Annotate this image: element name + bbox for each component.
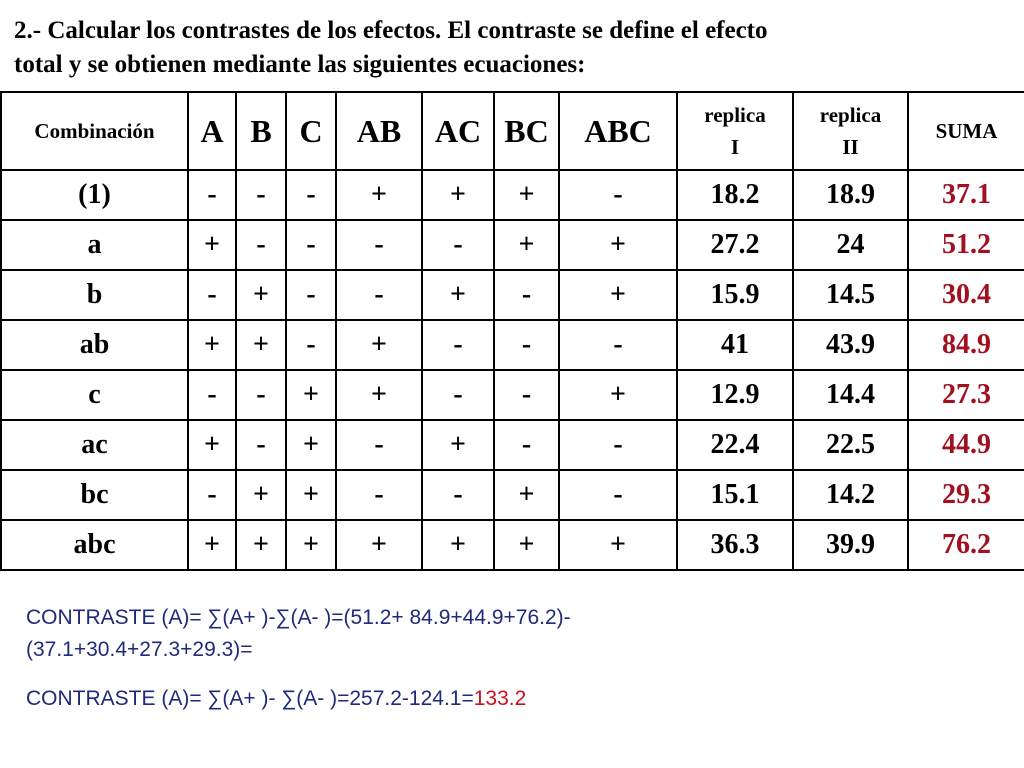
cell-suma: 51.2 [908,220,1024,270]
cell-ac: - [422,470,494,520]
table-row [1,270,1024,320]
cell-suma: 37.1 [908,170,1024,220]
cell-ab: + [336,520,422,570]
cell-a: - [188,270,236,320]
header-replica-1 [677,92,793,170]
cell-suma: 27.3 [908,370,1024,420]
cell-bc: + [494,170,559,220]
cell-b: + [236,520,286,570]
cell-c: + [286,520,336,570]
cell-r2: 22.5 [793,420,908,470]
cell-comb: b [1,270,188,320]
header-ac: AC [422,92,494,170]
cell-c: - [286,270,336,320]
cell-b: + [236,470,286,520]
cell-ac: + [422,420,494,470]
header-abc: ABC [559,92,677,170]
table-row [1,470,1024,520]
cell-ab: + [336,320,422,370]
table-row [1,520,1024,570]
cell-r1: 12.9 [677,370,793,420]
formula-line-3-prefix: CONTRASTE (A)= ∑(A+ )- ∑(A- )=257.2-124.1= [26,687,474,710]
cell-b: - [236,220,286,270]
cell-comb: (1) [1,170,188,220]
cell-bc: - [494,270,559,320]
header-b: B [236,92,286,170]
cell-bc: - [494,320,559,370]
header-c: C [286,92,336,170]
cell-bc: + [494,220,559,270]
cell-abc: - [559,320,677,370]
table-row [1,420,1024,470]
cell-comb: abc [1,520,188,570]
contrast-formula-expanded [26,602,1006,666]
cell-r2: 14.2 [793,470,908,520]
cell-ab: - [336,270,422,320]
table-header-row [1,92,1024,170]
cell-r2: 14.4 [793,370,908,420]
contrast-result-value: 133.2 [473,687,527,710]
header-replica-1-line-2: I [730,135,740,159]
cell-suma: 29.3 [908,470,1024,520]
cell-ab: + [336,170,422,220]
header-replica-2-line-1: replica [819,103,882,127]
cell-a: + [188,520,236,570]
table-body [1,170,1024,570]
header-suma: SUMA [908,92,1024,170]
cell-b: + [236,270,286,320]
heading-line-1: 2.- Calcular los contrastes de los efectos. El contraste se define el efecto [14,17,768,44]
cell-c: - [286,220,336,270]
cell-ac: - [422,370,494,420]
cell-comb: ab [1,320,188,370]
cell-b: - [236,420,286,470]
cell-b: + [236,320,286,370]
cell-ab: - [336,420,422,470]
formula-line-2: (37.1+30.4+27.3+29.3)= [26,638,253,661]
cell-r1: 27.2 [677,220,793,270]
cell-r2: 18.9 [793,170,908,220]
cell-r2: 39.9 [793,520,908,570]
cell-ac: - [422,220,494,270]
header-bc: BC [494,92,559,170]
cell-ac: + [422,520,494,570]
cell-r2: 43.9 [793,320,908,370]
cell-bc: + [494,470,559,520]
cell-r2: 14.5 [793,270,908,320]
cell-suma: 84.9 [908,320,1024,370]
cell-comb: ac [1,420,188,470]
cell-r1: 15.9 [677,270,793,320]
cell-suma: 30.4 [908,270,1024,320]
cell-ab: - [336,220,422,270]
cell-b: - [236,370,286,420]
cell-abc: - [559,420,677,470]
cell-bc: + [494,520,559,570]
formula-line-1: CONTRASTE (A)= ∑(A+ )-∑(A- )=(51.2+ 84.9+44.9+76.2)- [26,606,571,629]
cell-c: + [286,370,336,420]
header-replica-2-line-2: II [842,135,859,159]
cell-abc: + [559,270,677,320]
cell-r1: 15.1 [677,470,793,520]
cell-a: + [188,220,236,270]
cell-a: - [188,470,236,520]
contrast-table [0,91,1024,571]
cell-r1: 18.2 [677,170,793,220]
cell-abc: + [559,370,677,420]
cell-abc: + [559,220,677,270]
cell-bc: - [494,370,559,420]
table-row [1,220,1024,270]
cell-suma: 76.2 [908,520,1024,570]
cell-suma: 44.9 [908,420,1024,470]
cell-abc: - [559,470,677,520]
cell-abc: + [559,520,677,570]
contrast-formula-result [26,683,1006,715]
cell-abc: - [559,170,677,220]
cell-c: - [286,170,336,220]
cell-a: - [188,170,236,220]
cell-ac: + [422,270,494,320]
cell-r1: 36.3 [677,520,793,570]
table-row [1,370,1024,420]
table-row [1,170,1024,220]
header-a: A [188,92,236,170]
cell-ac: - [422,320,494,370]
header-ab: AB [336,92,422,170]
cell-c: + [286,420,336,470]
slide-heading [14,14,1004,82]
table-row [1,320,1024,370]
header-replica-1-line-1: replica [704,103,766,127]
cell-comb: c [1,370,188,420]
cell-ac: + [422,170,494,220]
cell-r2: 24 [793,220,908,270]
header-combinacion: Combinación [1,92,188,170]
cell-ab: - [336,470,422,520]
heading-line-2: total y se obtienen mediante las siguientes ecuaciones: [14,51,586,78]
header-replica-2 [793,92,908,170]
cell-a: + [188,320,236,370]
cell-comb: a [1,220,188,270]
cell-r1: 22.4 [677,420,793,470]
cell-comb: bc [1,470,188,520]
cell-c: - [286,320,336,370]
cell-a: - [188,370,236,420]
cell-b: - [236,170,286,220]
cell-ab: + [336,370,422,420]
cell-c: + [286,470,336,520]
cell-bc: - [494,420,559,470]
cell-r1: 41 [677,320,793,370]
cell-a: + [188,420,236,470]
